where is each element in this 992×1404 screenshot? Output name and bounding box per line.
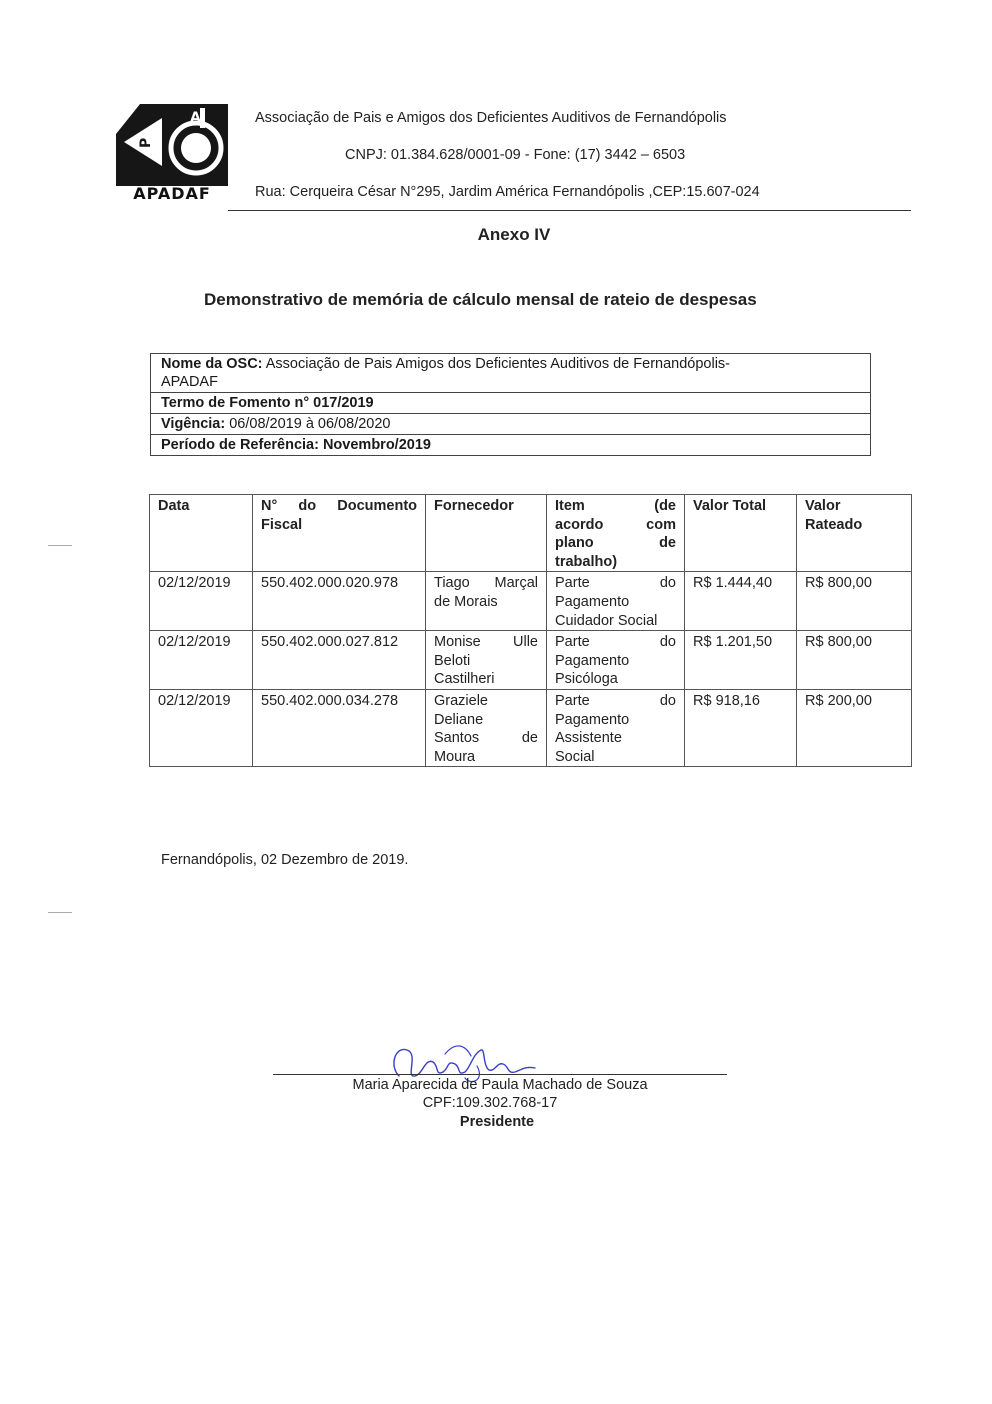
cell-supplier-word: Marçal — [494, 575, 538, 592]
signatory-name: Maria Aparecida de Paula Machado de Souza — [352, 1077, 648, 1093]
cell-valor-rateado: R$ 200,00 — [797, 689, 912, 766]
doc-h-4: Fiscal — [261, 516, 303, 533]
annex-title: Anexo IV — [477, 225, 551, 244]
osc-name-row — [151, 354, 871, 393]
cell-date: 02/12/2019 — [150, 631, 253, 690]
item-h-5: plano — [555, 535, 594, 552]
periodo-label: Período de Referência: Novembro/2019 — [161, 437, 431, 453]
rateado-h-1: Valor — [805, 498, 841, 514]
cell-supplier-word: Santos — [434, 730, 480, 747]
table-row — [150, 572, 912, 631]
cell-valor-total: R$ 918,16 — [685, 689, 797, 766]
termo-cell — [151, 393, 871, 414]
cell-supplier-word: Ulle — [513, 634, 538, 651]
termo-label: Termo de Fomento n° 017/2019 — [161, 395, 374, 411]
cell-item — [547, 572, 685, 631]
cell-item-word: Pagamento — [555, 711, 630, 728]
cell-supplier — [426, 631, 547, 690]
expenses-table — [149, 494, 912, 767]
cell-item-word: do — [659, 575, 676, 592]
cell-item-word: Pagamento — [555, 652, 630, 669]
cell-supplier-word: de Morais — [434, 593, 498, 610]
rateado-h-2: Rateado — [805, 516, 863, 533]
cell-item-word: do — [659, 634, 676, 651]
item-h-6: de — [659, 535, 676, 552]
org-name: Associação de Pais e Amigos dos Deficientes Auditivos de Fernandópolis — [255, 110, 727, 126]
col-header-valor-rateado — [797, 495, 912, 572]
item-h-7: trabalho) — [555, 553, 618, 570]
table-row — [150, 631, 912, 690]
org-address: Rua: Cerqueira César N°295, Jardim América Fernandópolis ,CEP:15.607-024 — [255, 184, 760, 200]
osc-value-cont: APADAF — [161, 374, 218, 390]
cell-supplier-word: Deliane — [434, 711, 484, 728]
col-header-valor-total: Valor Total — [685, 495, 797, 572]
osc-value: Associação de Pais Amigos dos Deficientes Auditivos de Fernandópolis- — [262, 356, 730, 372]
cell-item-word: Psicóloga — [555, 671, 618, 688]
cell-supplier-word: Castilheri — [434, 671, 495, 688]
cell-item-word: Parte — [555, 634, 590, 651]
cell-supplier — [426, 689, 547, 766]
cell-item-word: Assistente — [555, 730, 622, 747]
osc-name-cell — [151, 354, 871, 393]
cell-document: 550.402.000.034.278 — [253, 689, 426, 766]
cell-document: 550.402.000.020.978 — [253, 572, 426, 631]
table-row — [150, 689, 912, 766]
cell-date: 02/12/2019 — [150, 689, 253, 766]
signatory-role: Presidente — [459, 1114, 535, 1130]
expenses-header-row — [150, 495, 912, 572]
logo-wordmark: APADAF — [133, 184, 211, 203]
logo-letter-a: A — [190, 110, 201, 126]
cell-item-word: Cuidador Social — [555, 612, 658, 629]
cell-item — [547, 689, 685, 766]
cell-valor-total: R$ 1.444,40 — [685, 572, 797, 631]
osc-info-table — [150, 353, 871, 456]
scan-mark — [48, 545, 72, 546]
periodo-cell — [151, 435, 871, 456]
col-header-fornecedor: Fornecedor — [426, 495, 547, 572]
scan-mark — [48, 912, 72, 913]
cell-item — [547, 631, 685, 690]
col-header-data: Data — [150, 495, 253, 572]
col-header-item — [547, 495, 685, 572]
vigencia-row — [151, 414, 871, 435]
item-h-4: com — [646, 516, 676, 533]
cell-supplier-word: de — [521, 730, 538, 747]
vigencia-label: Vigência: — [161, 416, 226, 432]
item-h-2: (de — [654, 498, 676, 514]
cell-item-word: Social — [555, 748, 595, 765]
cell-item-word: Parte — [555, 575, 590, 592]
signatory-cpf: CPF:109.302.768-17 — [422, 1095, 558, 1111]
col-header-documento — [253, 495, 426, 572]
cell-item-word: Pagamento — [555, 593, 630, 610]
place-date: Fernandópolis, 02 Dezembro de 2019. — [161, 852, 409, 868]
vigencia-value: 06/08/2019 à 06/08/2020 — [225, 416, 391, 432]
cell-supplier-word: Graziele — [434, 692, 488, 709]
cell-valor-total: R$ 1.201,50 — [685, 631, 797, 690]
org-cnpj-phone: CNPJ: 01.384.628/0001-09 - Fone: (17) 3442 – 6503 — [345, 147, 686, 163]
cell-supplier-word: Moura — [434, 748, 476, 765]
termo-row — [151, 393, 871, 414]
signature-line — [273, 1074, 727, 1075]
cell-supplier-word: Monise — [434, 634, 481, 651]
cell-valor-rateado: R$ 800,00 — [797, 631, 912, 690]
cell-item-word: do — [659, 692, 676, 709]
doc-h-3: Documento — [337, 498, 417, 514]
cell-valor-rateado: R$ 800,00 — [797, 572, 912, 631]
cell-item-word: Parte — [555, 692, 590, 709]
cell-document: 550.402.000.027.812 — [253, 631, 426, 690]
doc-h-2: do — [298, 498, 317, 514]
periodo-row — [151, 435, 871, 456]
vigencia-cell — [151, 414, 871, 435]
header-divider — [228, 210, 911, 211]
cell-supplier-word: Tiago — [434, 575, 470, 592]
item-h-1: Item — [555, 498, 585, 514]
cell-supplier — [426, 572, 547, 631]
cell-date: 02/12/2019 — [150, 572, 253, 631]
item-h-3: acordo — [555, 516, 604, 533]
logo-letter-p: P — [138, 137, 154, 148]
document-title: Demonstrativo de memória de cálculo mensal de rateio de despesas — [204, 290, 757, 309]
osc-label: Nome da OSC: — [161, 356, 263, 372]
cell-supplier-word: Beloti — [434, 652, 471, 669]
doc-h-1: N° — [261, 498, 278, 514]
